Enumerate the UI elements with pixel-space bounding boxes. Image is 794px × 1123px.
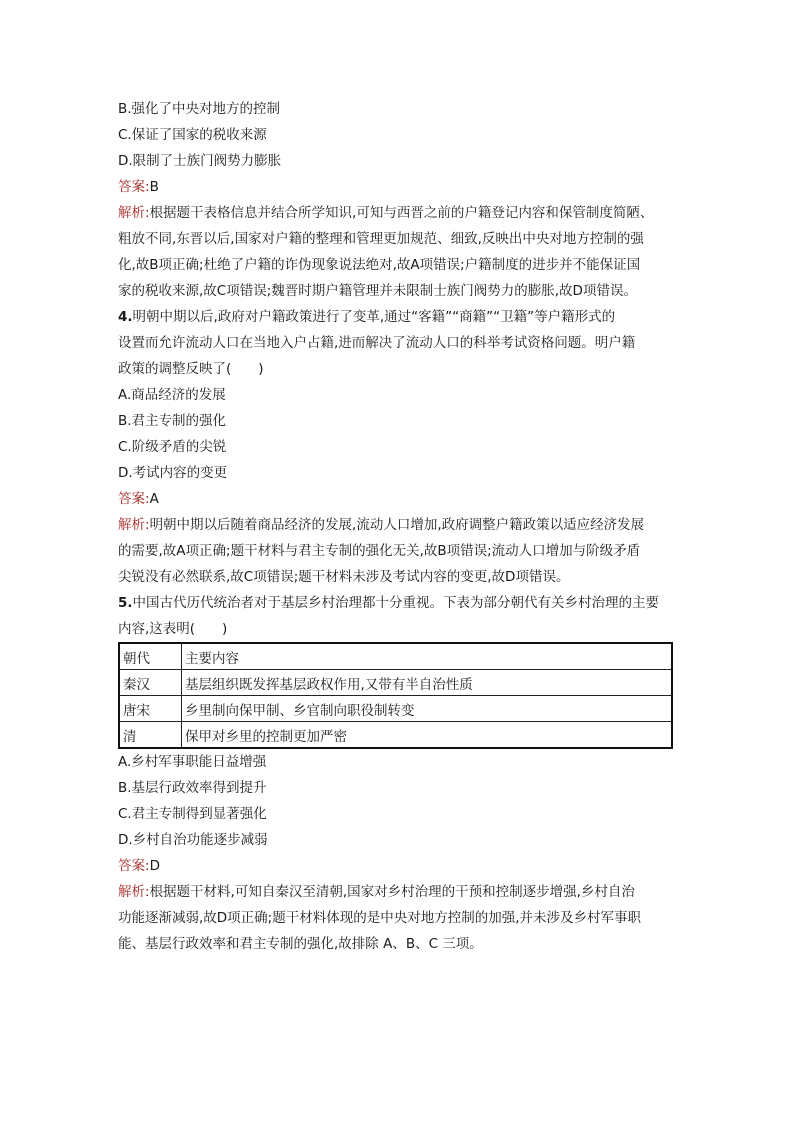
- table-cell: 保甲对乡里的控制更加严密: [182, 722, 673, 749]
- explanation-label: 解析:: [118, 884, 150, 900]
- answer-value: B: [149, 179, 159, 195]
- table-cell: 秦汉: [119, 670, 182, 696]
- answer-label: 答案:: [118, 858, 150, 874]
- question-number: 4.: [118, 309, 133, 325]
- question-number: 5.: [118, 595, 133, 611]
- document-page: [118, 96, 683, 957]
- answer-value: A: [149, 491, 159, 507]
- explanation-line: [118, 512, 683, 538]
- option-b: B.君主专制的强化: [118, 413, 227, 429]
- option-c: C.君主专制得到显著强化: [118, 806, 267, 822]
- table-cell: 清: [119, 722, 182, 749]
- answer-line: [118, 853, 683, 879]
- option-b: B.强化了中央对地方的控制: [118, 101, 281, 117]
- table-header-row: [119, 643, 672, 670]
- table-header-cell: 主要内容: [182, 643, 673, 670]
- option-a: A.商品经济的发展: [118, 387, 226, 403]
- option-c: C.保证了国家的税收来源: [118, 127, 267, 143]
- table-cell: 唐宋: [119, 696, 182, 722]
- explanation-line: 尖锐没有必然联系,故C项错误;题干材料未涉及考试内容的变更,故D项错误。: [118, 569, 570, 585]
- stem-text: 中国古代历代统治者对于基层乡村治理都十分重视。下表为部分朝代有关乡村治理的主要: [132, 595, 660, 611]
- question-5-stem: [118, 590, 683, 616]
- explanation-line: 的需要,故A项正确;题干材料与君主专制的强化无关,故B项错误;流动人口增加与阶级矛盾: [118, 543, 641, 559]
- answer-label: 答案:: [118, 179, 150, 195]
- explanation-line: 粗放不同,东晋以后,国家对户籍的整理和管理更加规范、细致,反映出中央对地方控制的强: [118, 231, 644, 247]
- option-a: A.乡村军事职能日益增强: [118, 754, 267, 770]
- explanation-text: 明朝中期以后随着商品经济的发展,流动人口增加,政府调整户籍政策以适应经济发展: [149, 517, 645, 533]
- option-d: D.考试内容的变更: [118, 465, 228, 481]
- stem-line: 内容,这表明( ): [118, 621, 228, 637]
- table-row: [119, 696, 672, 722]
- answer-value: D: [149, 858, 160, 874]
- explanation-line: [118, 200, 683, 226]
- stem-text: 明朝中期以后,政府对户籍政策进行了变革,通过“客籍”“商籍”“卫籍”等户籍形式的: [132, 309, 616, 325]
- explanation-label: 解析:: [118, 205, 150, 221]
- explanation-line: 能、基层行政效率和君主专制的强化,故排除 A、B、C 三项。: [118, 936, 483, 952]
- answer-line: [118, 174, 683, 200]
- option-d: D.乡村自治功能逐步减弱: [118, 832, 268, 848]
- option-d: D.限制了士族门阀势力膨胀: [118, 153, 282, 169]
- table-header-cell: 朝代: [119, 643, 182, 670]
- explanation-line: 家的税收来源,故C项错误;魏晋时期户籍管理并未限制士族门阀势力的膨胀,故D项错误。: [118, 283, 637, 299]
- table-cell: 乡里制向保甲制、乡官制向职役制转变: [182, 696, 673, 722]
- stem-line: 设置而允许流动人口在当地入户占籍,进而解决了流动人口的科举考试资格问题。明户籍: [118, 335, 636, 351]
- option-b: B.基层行政效率得到提升: [118, 780, 267, 796]
- explanation-label: 解析:: [118, 517, 150, 533]
- table-row: [119, 722, 672, 749]
- explanation-text: 根据题干表格信息并结合所学知识,可知与西晋之前的户籍登记内容和保管制度简陋、: [149, 205, 654, 221]
- explanation-text: 根据题干材料,可知自秦汉至清朝,国家对乡村治理的干预和控制逐步增强,乡村自治: [149, 884, 635, 900]
- explanation-line: 功能逐渐减弱,故D项正确;题干材料体现的是中央对地方控制的加强,并未涉及乡村军事职: [118, 910, 642, 926]
- option-c: C.阶级矛盾的尖锐: [118, 439, 227, 455]
- stem-line: 政策的调整反映了( ): [118, 361, 264, 377]
- answer-line: [118, 486, 683, 512]
- question-4-stem: [118, 304, 683, 330]
- explanation-line: 化,故B项正确;杜绝了户籍的诈伪现象说法绝对,故A项错误;户籍制度的进步并不能保证国: [118, 257, 641, 273]
- explanation-line: [118, 879, 683, 905]
- dynasty-table: [118, 642, 673, 749]
- table-row: [119, 670, 672, 696]
- answer-label: 答案:: [118, 491, 150, 507]
- table-cell: 基层组织既发挥基层政权作用,又带有半自治性质: [182, 670, 673, 696]
